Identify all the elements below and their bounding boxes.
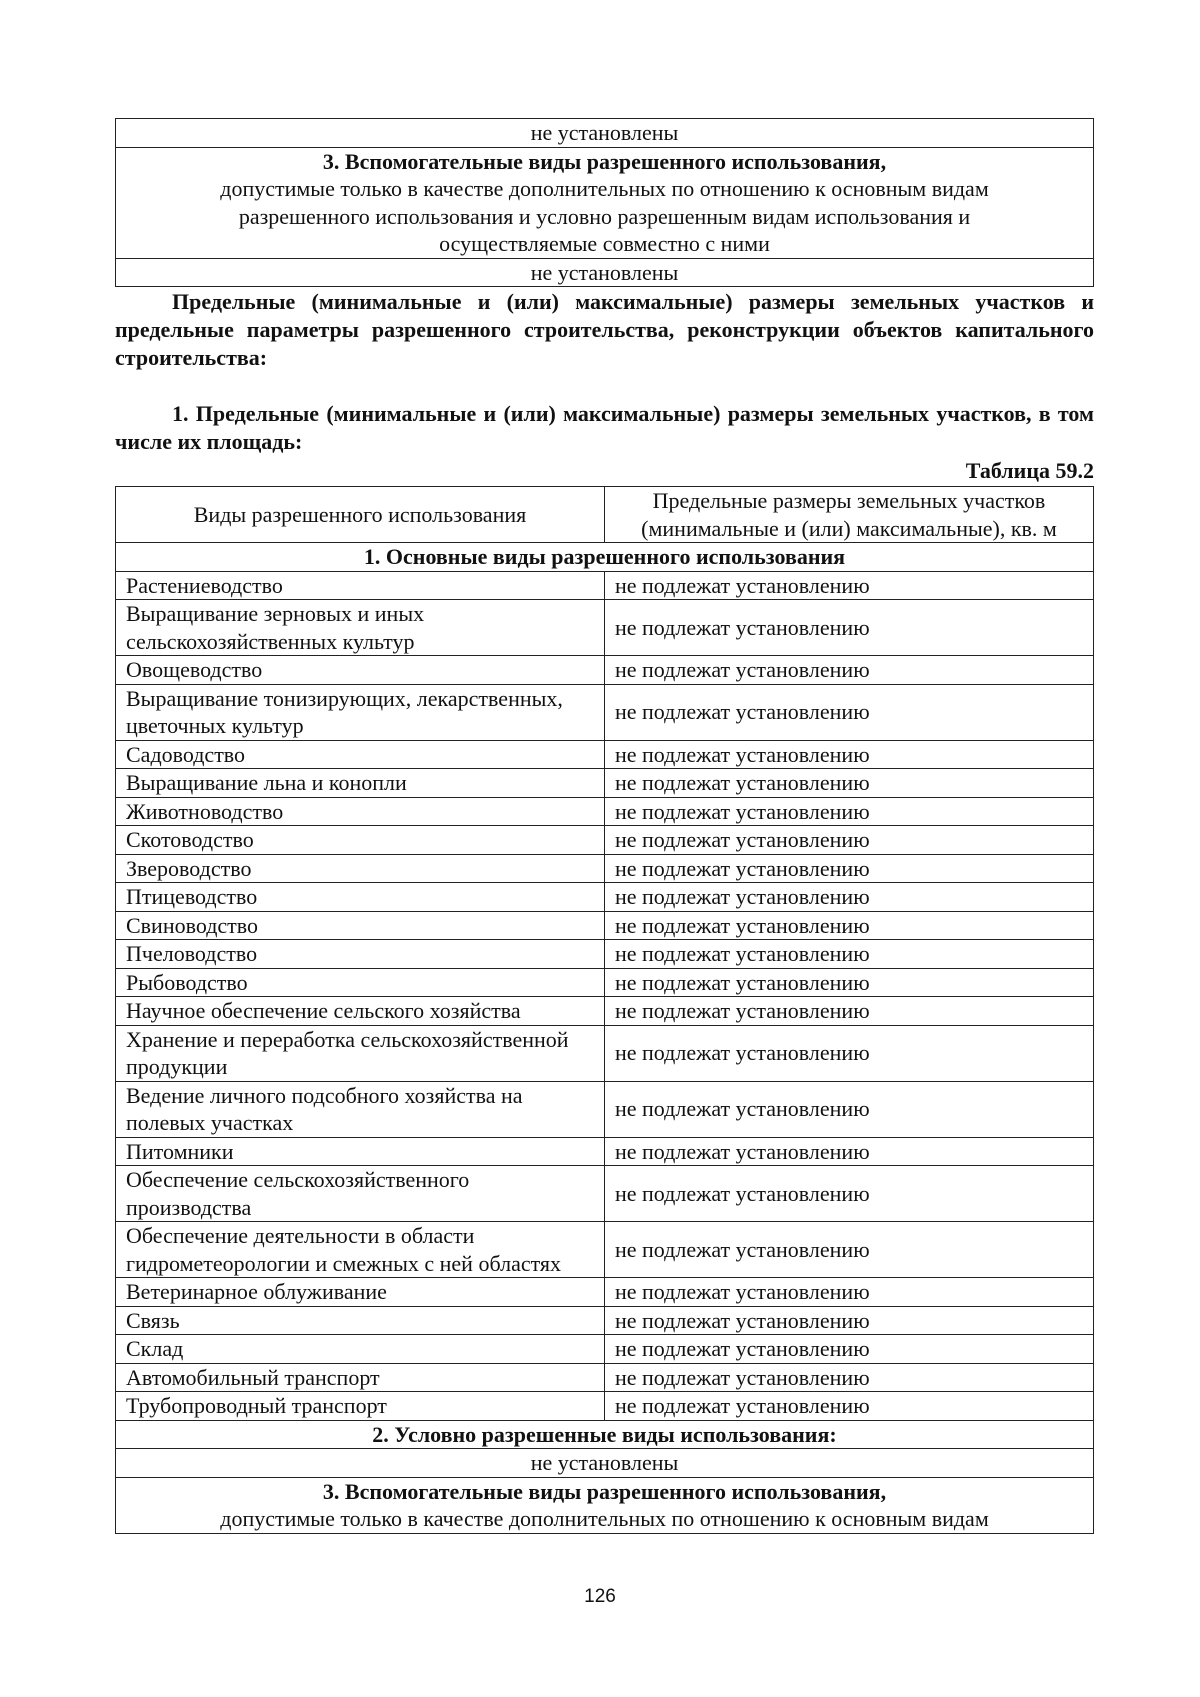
table-row [116,826,1094,855]
use-type-cell: Автомобильный транспорт [116,1363,605,1392]
section3-cell [116,147,1094,258]
table-row [116,911,1094,940]
use-type-cell: Трубопроводный транспорт [116,1392,605,1421]
table-row [116,797,1094,826]
table-row [116,1335,1094,1364]
use-type-cell: Ведение личного подсобного хозяйства на полевых участках [116,1081,605,1137]
size-limit-cell: не подлежат установлению [605,826,1094,855]
section2-heading: 2. Условно разрешенные виды использования: [116,1420,1094,1449]
size-limit-cell: не подлежат установлению [605,883,1094,912]
land-sizes-table [115,486,1094,1534]
use-type-cell: Ветеринарное облуживание [116,1278,605,1307]
table-row [116,1222,1094,1278]
use-type-cell: Склад [116,1335,605,1364]
top-row-value: не установлены [116,258,1094,287]
size-limit-cell: не подлежат установлению [605,1335,1094,1364]
size-limit-cell: не подлежат установлению [605,854,1094,883]
paragraph-limits: Предельные (минимальные и (или) максимальные) размеры земельных участков и предельные параметры разрешенного строительства, реконструкции объектов капитального строительства: [115,289,1094,370]
table-row [116,769,1094,798]
top-table [115,118,1094,287]
use-type-cell: Звероводство [116,854,605,883]
table-row [116,684,1094,740]
size-limit-cell: не подлежат установлению [605,1025,1094,1081]
section3-desc: допустимые только в качестве дополнительных по отношению к основным видам разрешенного использования и условно разрешенным видам использования и осуществляемые совместно с ними [220,176,989,256]
size-limit-cell: не подлежат установлению [605,1363,1094,1392]
table-row [116,940,1094,969]
size-limit-cell: не подлежат установлению [605,797,1094,826]
use-type-cell: Выращивание льна и конопли [116,769,605,798]
table-row [116,854,1094,883]
paragraph-sizes: 1. Предельные (минимальные и (или) максимальные) размеры земельных участков, в том числе их площадь: [115,401,1094,454]
table-header-row [116,487,1094,543]
table-row [116,883,1094,912]
table-row [116,1306,1094,1335]
table-row [116,656,1094,685]
use-type-cell: Скотоводство [116,826,605,855]
use-type-cell: Выращивание зерновых и иных сельскохозяйственных культур [116,600,605,656]
table-row [116,1278,1094,1307]
size-limit-cell: не подлежат установлению [605,1222,1094,1278]
page-number: 126 [584,1586,616,1607]
use-type-cell: Питомники [116,1137,605,1166]
table-row [116,997,1094,1026]
use-type-cell: Связь [116,1306,605,1335]
size-limit-cell: не подлежат установлению [605,1166,1094,1222]
table-caption: Таблица 59.2 [965,458,1094,483]
size-limit-cell: не подлежат установлению [605,684,1094,740]
size-limit-cell: не подлежат установлению [605,656,1094,685]
size-limit-cell: не подлежат установлению [605,571,1094,600]
use-type-cell: Рыбоводство [116,968,605,997]
use-type-cell: Научное обеспечение сельского хозяйства [116,997,605,1026]
table-row [116,1166,1094,1222]
size-limit-cell: не подлежат установлению [605,1392,1094,1421]
size-limit-cell: не подлежат установлению [605,911,1094,940]
table-row [116,968,1094,997]
size-limit-cell: не подлежат установлению [605,940,1094,969]
use-type-cell: Садоводство [116,740,605,769]
use-type-cell: Птицеводство [116,883,605,912]
use-type-cell: Выращивание тонизирующих, лекарственных, цветочных культур [116,684,605,740]
size-limit-cell: не подлежат установлению [605,769,1094,798]
use-type-cell: Свиноводство [116,911,605,940]
size-limit-cell: не подлежат установлению [605,1306,1094,1335]
table-row [116,600,1094,656]
size-limit-cell: не подлежат установлению [605,1278,1094,1307]
size-limit-cell: не подлежат установлению [605,997,1094,1026]
size-limit-cell: не подлежат установлению [605,740,1094,769]
size-limit-cell: не подлежат установлению [605,968,1094,997]
use-type-cell: Растениеводство [116,571,605,600]
section3-title: 3. Вспомогательные виды разрешенного использования, [322,148,887,174]
section2-value: не установлены [116,1449,1094,1478]
size-limit-cell: не подлежат установлению [605,1081,1094,1137]
size-limit-cell: не подлежат установлению [605,1137,1094,1166]
size-limit-cell: не подлежат установлению [605,600,1094,656]
use-type-cell: Хранение и переработка сельскохозяйственной продукции [116,1025,605,1081]
header-col2: Предельные размеры земельных участков (минимальные и (или) максимальные), кв. м [605,487,1094,543]
top-row-value: не установлены [116,119,1094,148]
table-row [116,1137,1094,1166]
use-type-cell: Обеспечение деятельности в области гидрометеорологии и смежных с ней областях [116,1222,605,1278]
table-row [116,1392,1094,1421]
table-row [116,571,1094,600]
table-row [116,1363,1094,1392]
section3-desc: допустимые только в качестве дополнительных по отношению к основным видам [220,1506,989,1531]
use-type-cell: Пчеловодство [116,940,605,969]
header-col1: Виды разрешенного использования [116,487,605,543]
section3-title: 3. Вспомогательные виды разрешенного использования, [322,1478,887,1504]
section3-cell [116,1477,1094,1533]
use-type-cell: Овощеводство [116,656,605,685]
section1-heading: 1. Основные виды разрешенного использования [116,543,1094,572]
use-type-cell: Обеспечение сельскохозяйственного производства [116,1166,605,1222]
table-row [116,740,1094,769]
table-row [116,1025,1094,1081]
table-row [116,1081,1094,1137]
use-type-cell: Животноводство [116,797,605,826]
